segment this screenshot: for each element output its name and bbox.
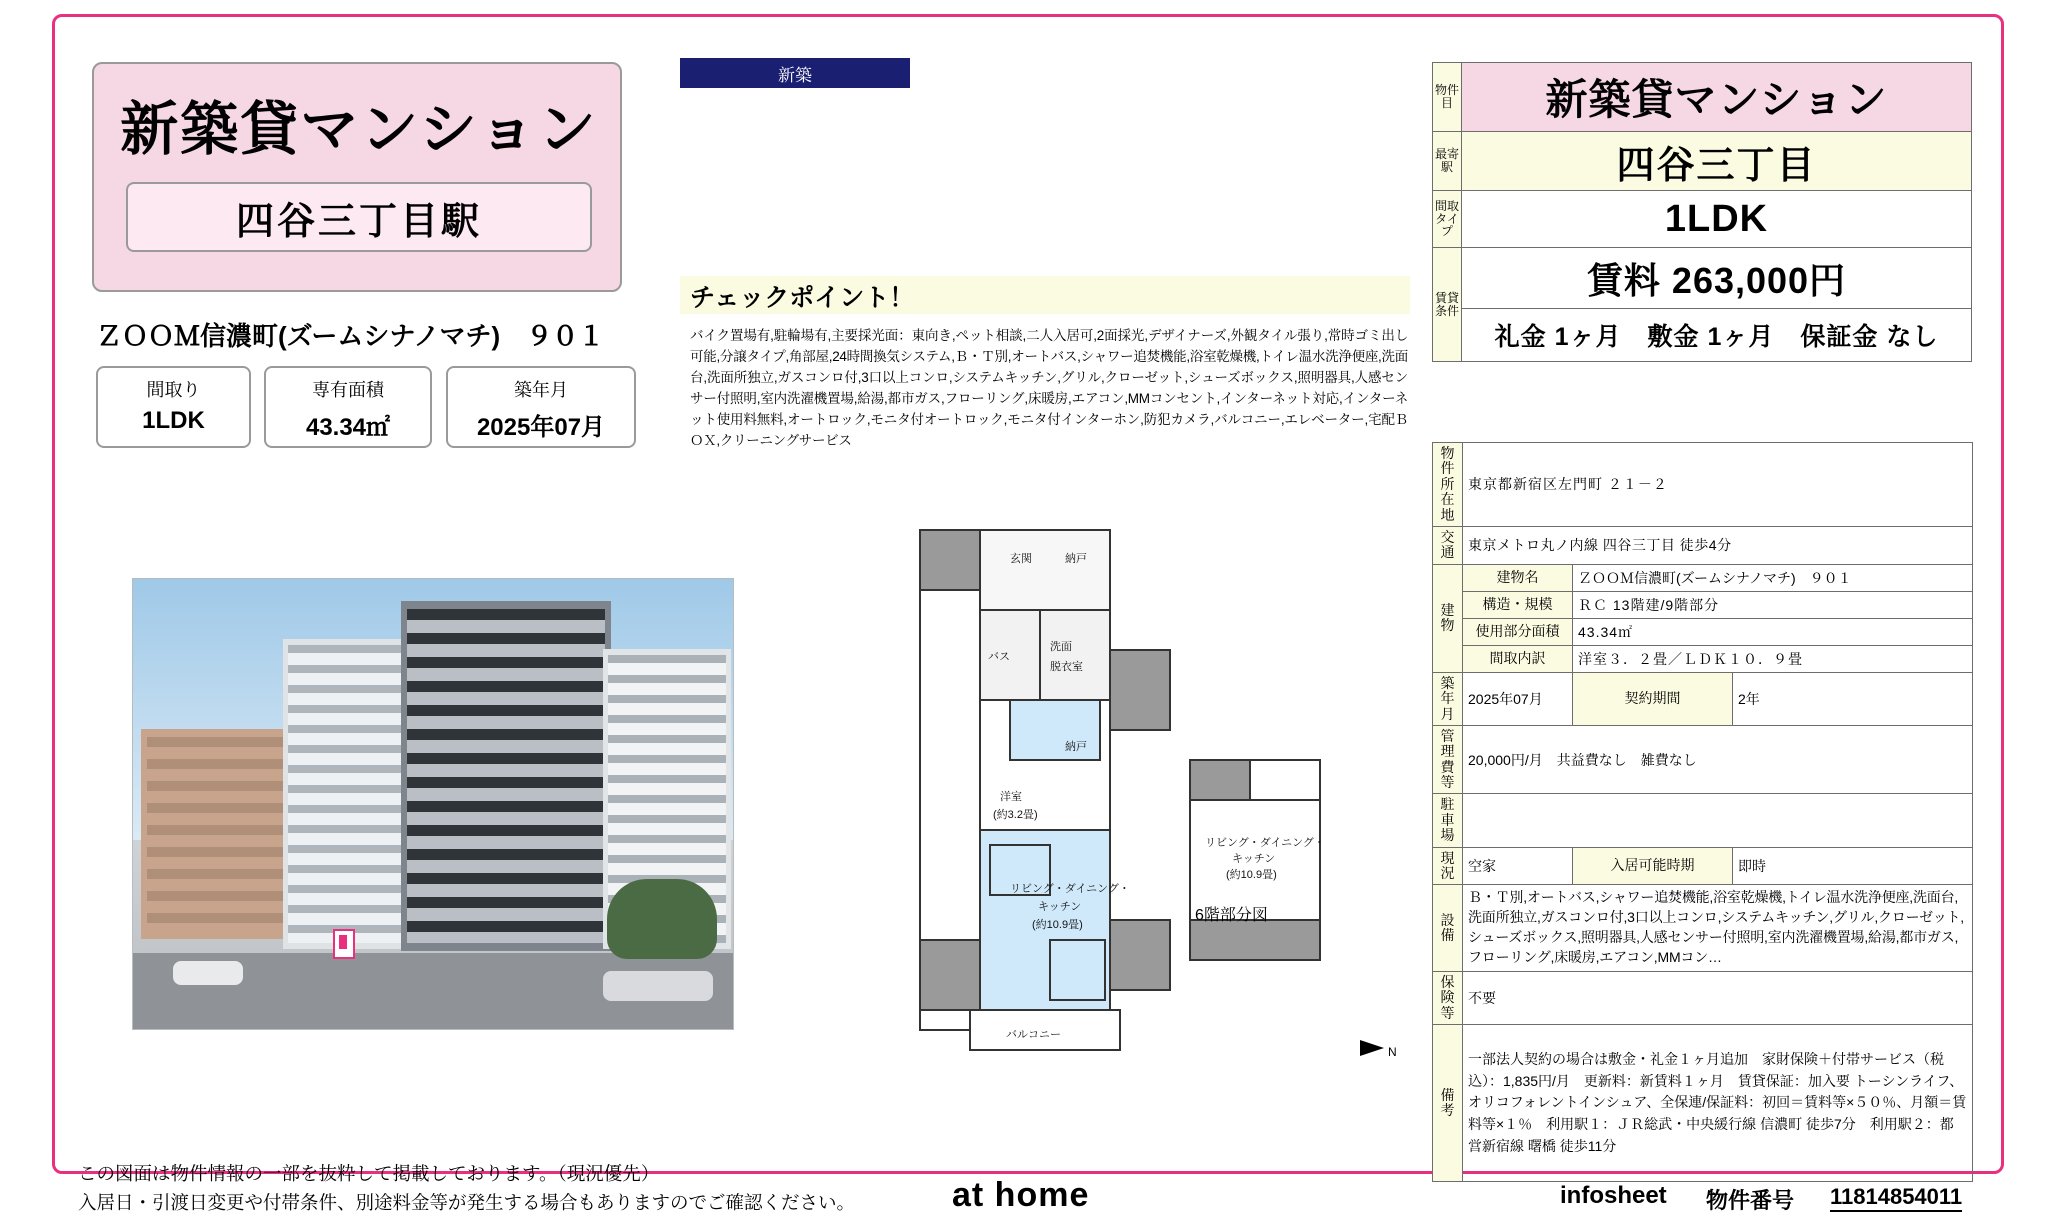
property-photo	[132, 578, 734, 1030]
detail-value-status: 空家	[1463, 847, 1573, 885]
footer-note-line1: この図面は物件情報の一部を抜粋して掲載しております。（現況優先）	[78, 1163, 660, 1184]
spec-row	[96, 366, 636, 448]
detail-value-area: 43.34㎡	[1573, 618, 1973, 645]
athome-logo: at home	[952, 1176, 1090, 1214]
photo-building-left	[141, 729, 291, 939]
panel-value-station: 四谷三丁目	[1462, 132, 1972, 191]
spec-area	[264, 366, 432, 448]
detail-value-mgmt: 20,000円/月 共益費なし 雑費なし	[1463, 725, 1973, 794]
building-name: ＺＯＯＭ信濃町(ズームシナノマチ) ９０１	[96, 321, 605, 351]
detail-value-parking	[1463, 794, 1973, 847]
svg-text:洋室: 洋室	[1000, 791, 1022, 803]
svg-text:(約10.9畳): (約10.9畳)	[1032, 919, 1083, 931]
detail-label-address: 物件所在地	[1433, 443, 1463, 527]
station-name: 四谷三丁目駅	[126, 182, 592, 252]
title-box	[92, 62, 622, 292]
checkpoint-body: バイク置場有,駐輪場有,主要採光面：東向き,ペット相談,二人入居可,2面採光,デザイナーズ,外観タイル張り,常時ゴミ出し可能,分譲タイプ,角部屋,24時間換気システム,Ｂ・Ｔ別,オートバス,シャワー追焚機能,浴室乾燥機,トイレ温水洗浄便座,洗面台,洗面所独立,ガスコンロ付,3口以上コンロ,システムキッチン,グリル,クローゼット,シューズボックス,照明器具,人感センサー付照明,室内洗濯機置場,給湯,都市ガス,フローリング,床暖房,エアコン,MMコンセント,インターネット対応,インターネット使用料無料,オートロック,モニタ付オートロック,モニタ付インターホン,防犯カメラ,バルコニー,エレベーター,宅配ＢＯＸ,クリーニングサービス	[690, 328, 1408, 448]
detail-value-equip: Ｂ・Ｔ別,オートバス,シャワー追焚機能,浴室乾燥機,トイレ温水洗浄便座,洗面台,洗面所独立,ガスコンロ付,3口以上コンロ,システムキッチン,グリル,クローゼット,シューズボックス,照明器具,人感センサー付照明,室内洗濯機置場,給湯,都市ガス,フローリング,床暖房,エアコン,MMコン…	[1463, 885, 1973, 972]
detail-label-mgmt: 管理費等	[1433, 725, 1463, 794]
spec-layout-label: 間取り	[146, 380, 201, 400]
detail-value-structure: ＲＣ 13階建/9階部分	[1573, 591, 1973, 618]
photo-car-right	[603, 971, 713, 1001]
svg-text:(約10.9畳): (約10.9畳)	[1226, 869, 1277, 881]
footer-note	[78, 1160, 855, 1217]
svg-text:(約3.2畳): (約3.2畳)	[993, 809, 1038, 821]
svg-text:納戸: 納戸	[1065, 553, 1087, 565]
floorplan	[860, 500, 1420, 1080]
detail-label-structure: 構造・規模	[1463, 591, 1573, 618]
photo-tree	[607, 879, 717, 959]
footer-note-line2: 入居日・引渡日変更や付帯条件、別途料金等が発生する場合もありますのでご確認ください。	[78, 1191, 856, 1213]
detail-value-address: 東京都新宿区左門町 ２１－２	[1463, 443, 1973, 527]
spec-area-label: 専有面積	[312, 380, 384, 400]
detail-label-status: 現況	[1433, 847, 1463, 885]
svg-text:玄関: 玄関	[1010, 553, 1032, 565]
detail-label-remarks: 備考	[1433, 1025, 1463, 1182]
spec-layout-value: 1LDK	[142, 407, 205, 434]
svg-text:バルコニー: バルコニー	[1006, 1029, 1061, 1041]
detail-value-builddate: 2025年07月	[1463, 672, 1573, 725]
panel-label-layout: 間取タイプ	[1433, 191, 1462, 248]
detail-label-buildingname: 建物名	[1463, 564, 1573, 591]
detail-value-buildingname: ＺＯＯＭ信濃町(ズームシナノマチ) ９０１	[1573, 564, 1973, 591]
svg-text:リビング・ダイニング・: リビング・ダイニング・	[1205, 837, 1325, 849]
svg-text:洗面: 洗面	[1050, 641, 1072, 653]
svg-text:キッチン: キッチン	[1038, 901, 1082, 913]
detail-label-movein: 入居可能時期	[1573, 847, 1733, 885]
svg-text:リビング・ダイニング・: リビング・ダイニング・	[1010, 883, 1130, 895]
spec-builddate	[446, 366, 636, 448]
newbuild-badge: 新築	[680, 58, 910, 88]
detail-label-insurance: 保険等	[1433, 971, 1463, 1024]
photo-location-marker	[333, 929, 355, 959]
page-title: 新築貸マンション	[120, 97, 598, 162]
detail-value-remarks: 一部法人契約の場合は敷金・礼金１ヶ月追加 家財保険＋付帯サービス（税込）：1,835円/月 更新料：新賃料１ヶ月 賃貸保証：加入要 トーシンライフ、オリコフォレントインシュア、全保連/保証料：初回＝賃料等×５０％、月額＝賃料等×１％ 利用駅１：ＪＲ総武・中央緩行線 信濃町 徒歩7分 利用駅２：都営新宿線 曙橋 徒歩11分	[1463, 1025, 1973, 1182]
spec-builddate-label: 築年月	[514, 380, 568, 400]
detail-label-layoutbreak: 間取内訳	[1463, 645, 1573, 672]
detail-value-layoutbreak: 洋室３．２畳／ＬＤＫ１０．９畳	[1573, 645, 1973, 672]
detail-panel	[1432, 442, 1972, 1182]
svg-text:キッチン: キッチン	[1232, 853, 1276, 865]
checkpoint-title: チェックポイント！	[690, 284, 915, 312]
property-no-value: 11814854011	[1830, 1184, 1962, 1212]
detail-value-contract: 2年	[1733, 672, 1973, 725]
detail-label-area: 使用部分面積	[1463, 618, 1573, 645]
spec-area-value: 43.34㎡	[305, 414, 391, 441]
detail-label-access: 交通	[1433, 526, 1463, 564]
panel-label-terms: 賃貸条件	[1433, 248, 1462, 362]
detail-label-equip: 設備	[1433, 885, 1463, 972]
photo-building-main	[401, 601, 611, 951]
spec-layout	[96, 366, 251, 448]
panel-label-type: 物件目	[1433, 63, 1462, 132]
panel-value-layout: 1LDK	[1462, 191, 1972, 248]
floorplan-caption: 6階部分図	[1195, 907, 1268, 924]
detail-value-access: 東京メトロ丸ノ内線 四谷三丁目 徒歩4分	[1463, 526, 1973, 564]
detail-value-movein: 即時	[1733, 847, 1973, 885]
detail-label-parking: 駐車場	[1433, 794, 1463, 847]
photo-car-left	[173, 961, 243, 985]
detail-label-contract: 契約期間	[1573, 672, 1733, 725]
svg-text:脱衣室: 脱衣室	[1050, 661, 1083, 673]
panel-value-fees: 礼金 1ヶ月 敷金 1ヶ月 保証金 なし	[1462, 309, 1972, 362]
detail-value-insurance: 不要	[1463, 971, 1973, 1024]
panel-value-type: 新築貸マンション	[1462, 63, 1972, 132]
detail-label-builddate: 築年月	[1433, 672, 1463, 725]
summary-panel	[1432, 62, 1972, 362]
floorplan-svg	[860, 500, 1420, 1080]
property-no-label: 物件番号	[1706, 1188, 1795, 1213]
svg-text:バス: バス	[988, 651, 1010, 663]
svg-text:N: N	[1388, 1045, 1397, 1059]
panel-label-station: 最寄駅	[1433, 132, 1462, 191]
infosheet-label: infosheet	[1560, 1182, 1667, 1209]
svg-text:納戸: 納戸	[1065, 741, 1087, 753]
spec-builddate-value: 2025年07月	[476, 414, 606, 441]
detail-label-building: 建物	[1433, 564, 1463, 672]
panel-value-rent: 賃料 263,000円	[1462, 248, 1972, 309]
